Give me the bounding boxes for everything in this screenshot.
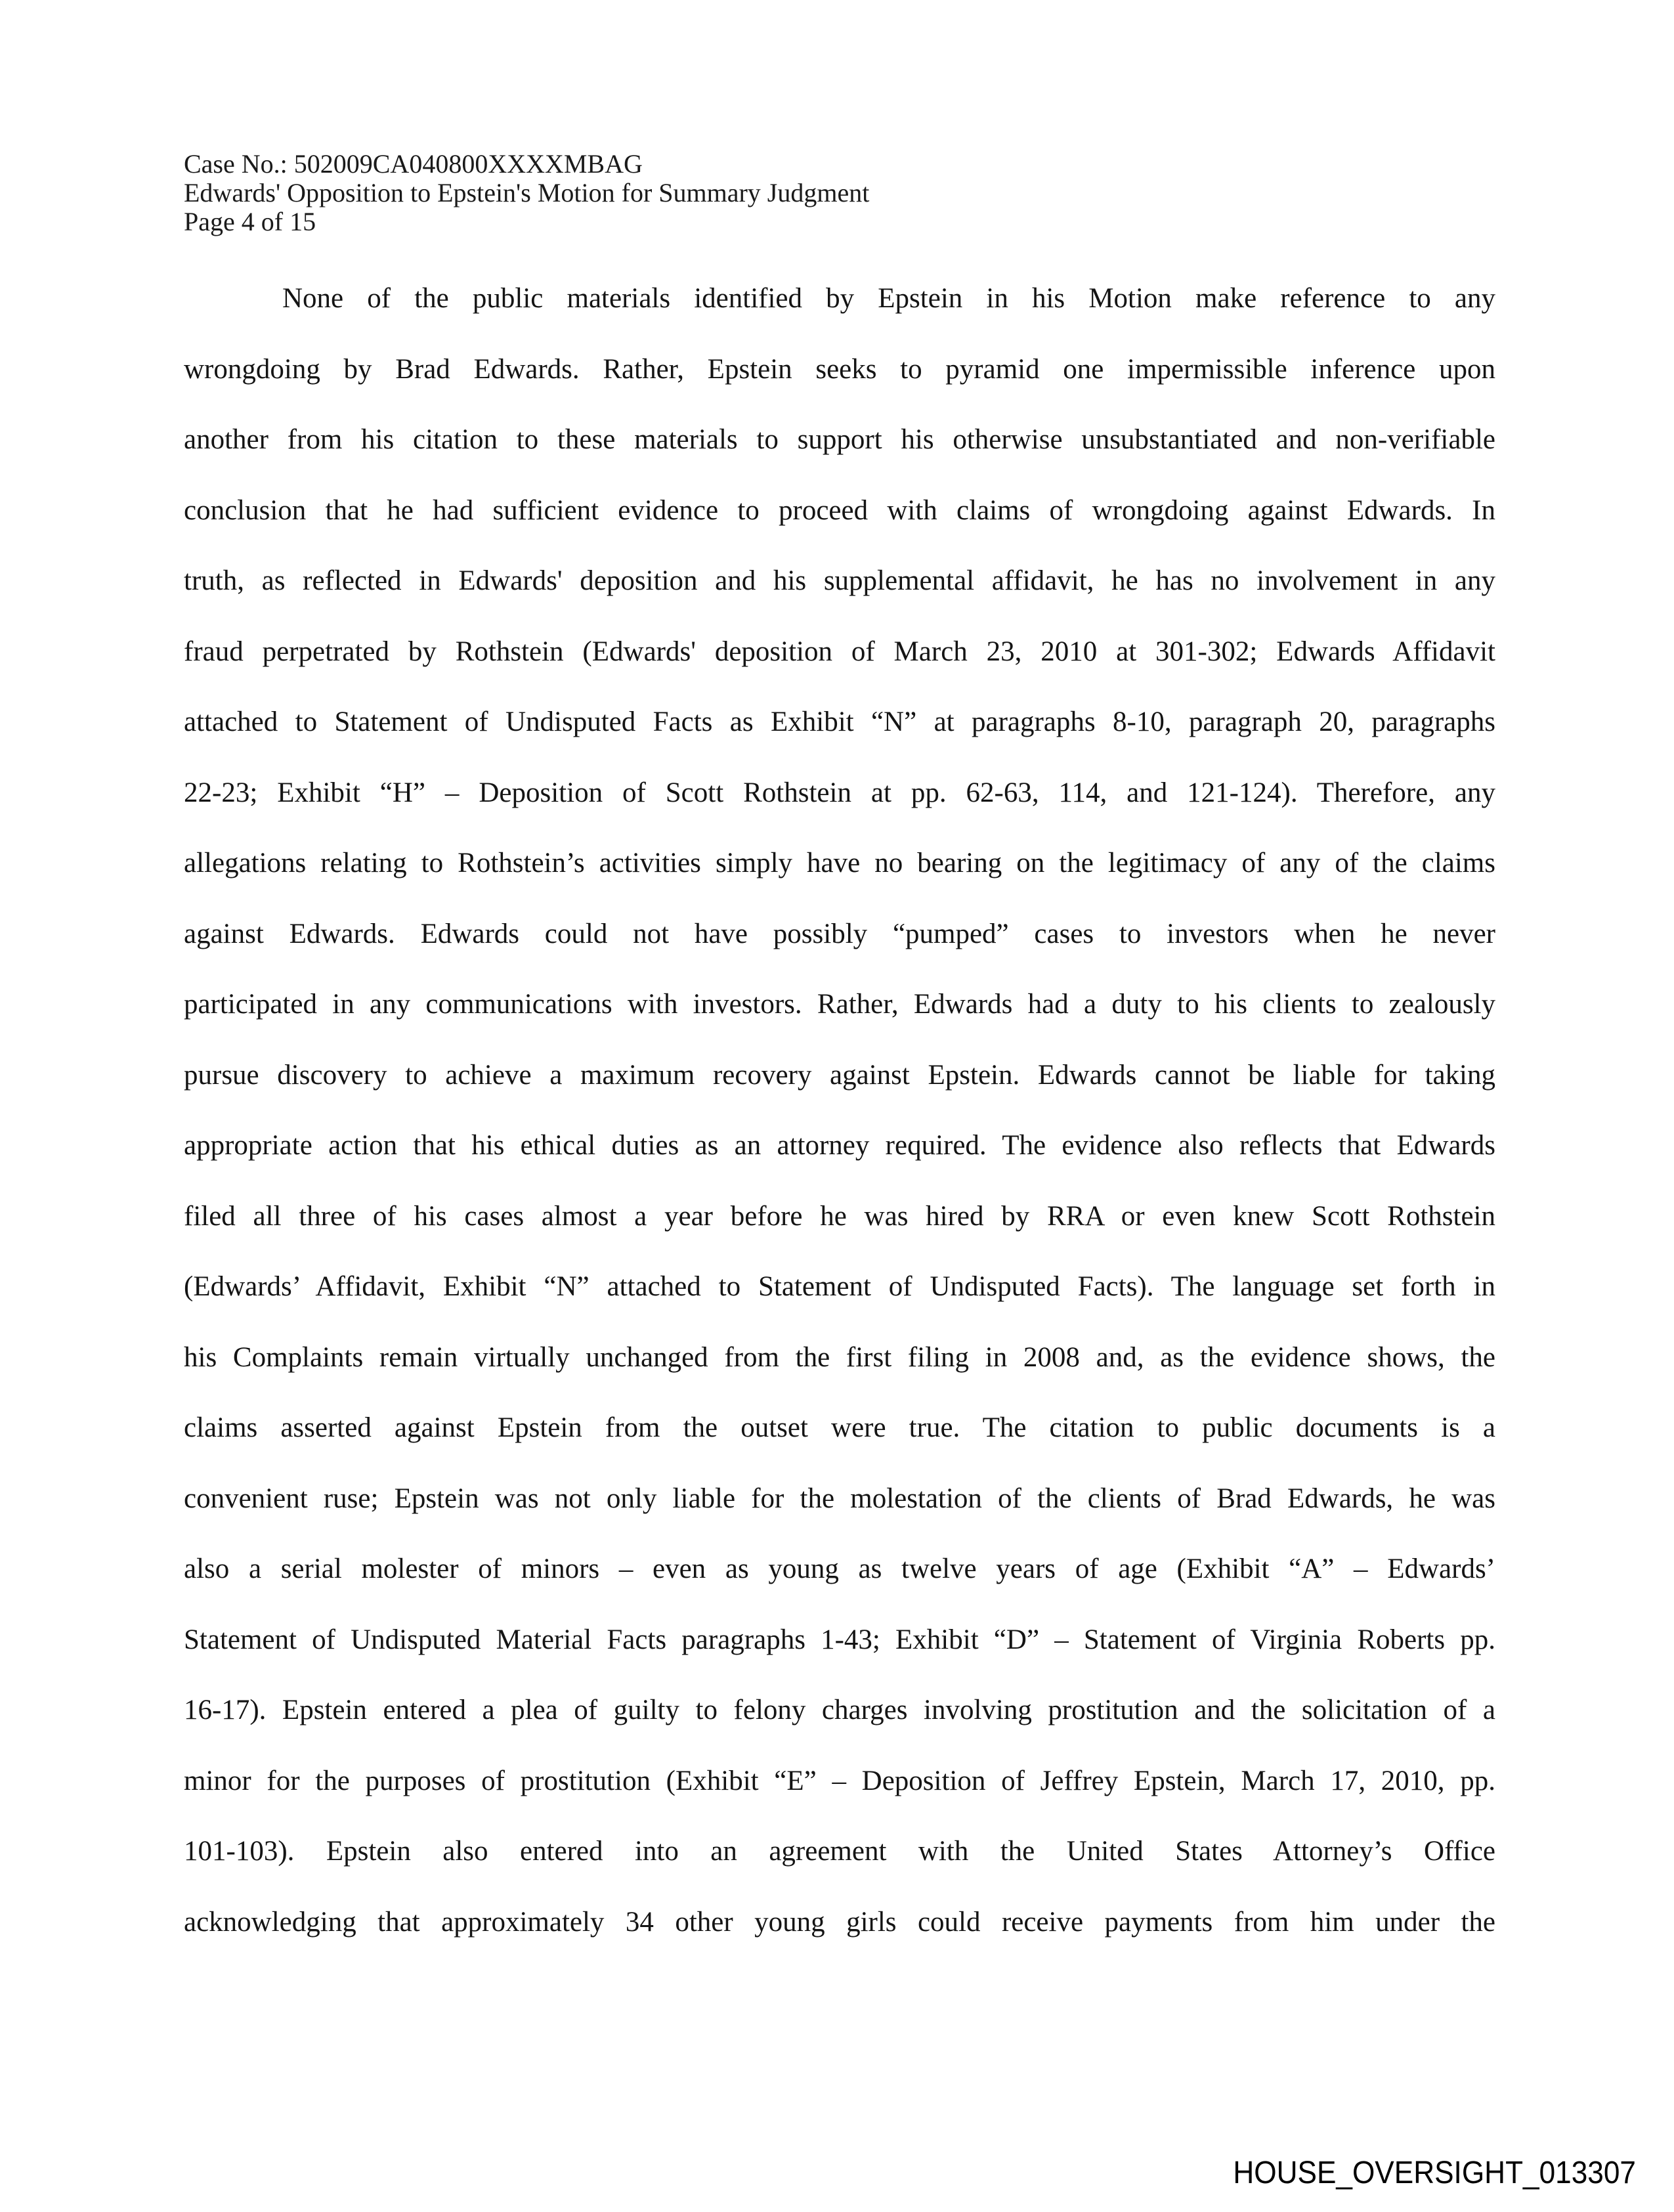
text-line: his Complaints remain virtually unchanged from the first filing in 2008 and, as the evidence shows, the — [184, 1341, 1495, 1373]
text-line: wrongdoing by Brad Edwards. Rather, Epstein seeks to pyramid one impermissible inference upon — [184, 353, 1495, 385]
text-line: Statement of Undisputed Material Facts paragraphs 1-43; Exhibit “D” – Statement of Virginia Roberts pp. — [184, 1624, 1495, 1655]
text-line: filed all three of his cases almost a year before he was hired by RRA or even knew Scott Rothstein — [184, 1200, 1495, 1232]
text-line: also a serial molester of minors – even as young as twelve years of age (Exhibit “A” – Edwards’ — [184, 1553, 1495, 1584]
text-line: truth, as reflected in Edwards' deposition and his supplemental affidavit, he has no involvement in any — [184, 565, 1495, 596]
bates-number: HOUSE_OVERSIGHT_013307 — [1233, 2156, 1636, 2190]
text-line: acknowledging that approximately 34 other young girls could receive payments from him under the — [184, 1906, 1495, 1938]
text-line: (Edwards’ Affidavit, Exhibit “N” attached to Statement of Undisputed Facts). The language set forth in — [184, 1271, 1495, 1302]
text-line: allegations relating to Rothstein’s activities simply have no bearing on the legitimacy of any of the claims — [184, 848, 1495, 878]
text-line: appropriate action that his ethical duties as an attorney required. The evidence also reflects that Edwards — [184, 1130, 1495, 1161]
text-line: None of the public materials identified by Epstein in his Motion make reference to any — [282, 283, 1495, 314]
text-line: claims asserted against Epstein from the outset were true. The citation to public documents is a — [184, 1412, 1495, 1443]
page-number: Page 4 of 15 — [184, 207, 316, 236]
text-line: fraud perpetrated by Rothstein (Edwards' deposition of March 23, 2010 at 301-302; Edwards Affidavit — [184, 636, 1495, 667]
text-line: convenient ruse; Epstein was not only liable for the molestation of the clients of Brad Edwards, he was — [184, 1483, 1495, 1514]
text-line: against Edwards. Edwards could not have possibly “pumped” cases to investors when he never — [184, 918, 1495, 949]
text-line: minor for the purposes of prostitution (Exhibit “E” – Deposition of Jeffrey Epstein, March 17, 2010, pp. — [184, 1765, 1495, 1796]
text-line: pursue discovery to achieve a maximum recovery against Epstein. Edwards cannot be liable for taking — [184, 1059, 1495, 1091]
document-title: Edwards' Opposition to Epstein's Motion for Summary Judgment — [184, 178, 870, 207]
text-line: another from his citation to these materials to support his otherwise unsubstantiated and non-verifiable — [184, 424, 1495, 455]
text-line: 16-17). Epstein entered a plea of guilty to felony charges involving prostitution and the solicitation of a — [184, 1695, 1495, 1725]
text-line: conclusion that he had sufficient evidence to proceed with claims of wrongdoing against Edwards. In — [184, 494, 1495, 526]
text-line: participated in any communications with investors. Rather, Edwards had a duty to his clients to zealously — [184, 989, 1495, 1020]
case-number: Case No.: 502009CA040800XXXXMBAG — [184, 149, 643, 179]
text-line: 101-103). Epstein also entered into an agreement with the United States Attorney’s Office — [184, 1836, 1495, 1867]
text-line: 22-23; Exhibit “H” – Deposition of Scott Rothstein at pp. 62-63, 114, and 121-124). Therefore, any — [184, 777, 1495, 808]
body-text — [184, 279, 1495, 1973]
text-line: attached to Statement of Undisputed Facts as Exhibit “N” at paragraphs 8-10, paragraph 20, paragraphs — [184, 706, 1495, 737]
document-header — [184, 150, 869, 236]
